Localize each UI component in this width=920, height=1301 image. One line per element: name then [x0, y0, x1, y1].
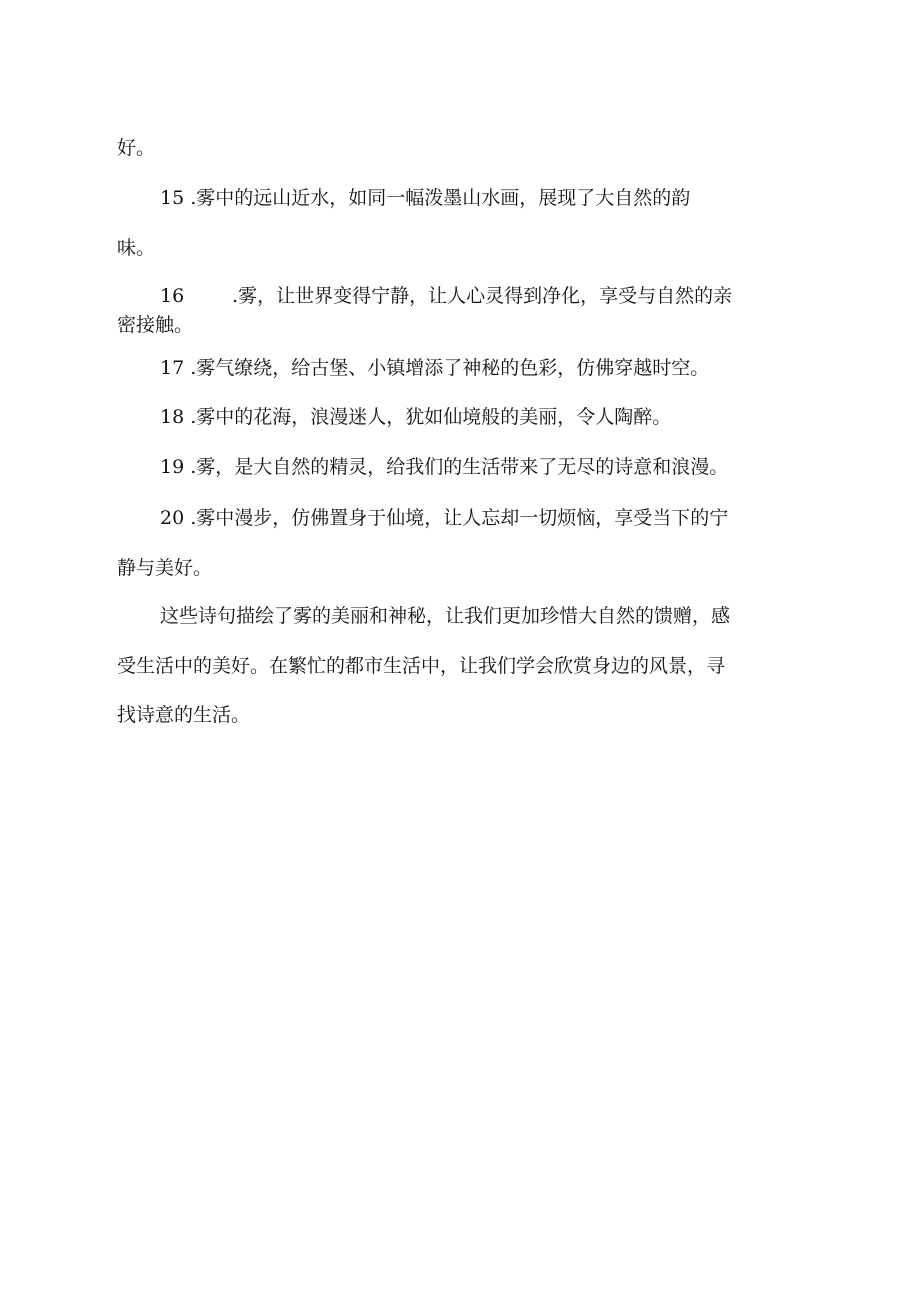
item-number: 20 [160, 507, 185, 529]
paragraph-line: 受生活中的美好。在繁忙的都市生活中，让我们学会欣赏身边的风景，寻 [117, 655, 726, 677]
text-line: 密接触。 [117, 314, 194, 336]
list-item-17 [160, 356, 709, 380]
item-number: 17 [160, 357, 185, 379]
list-item-19 [160, 455, 728, 479]
list-item-18 [160, 405, 671, 429]
item-text: .雾中的花海，浪漫迷人，犹如仙境般的美丽，令人陶醉。 [190, 406, 672, 428]
list-item-16 [160, 284, 732, 308]
paragraph-line: 找诗意的生活。 [117, 704, 251, 726]
text-line: 味。 [117, 237, 156, 259]
item-number: 18 [160, 406, 185, 428]
item-number: 15 [160, 187, 185, 209]
item-text: .雾气缭绕，给古堡、小镇增添了神秘的色彩，仿佛穿越时空。 [190, 357, 710, 379]
text-line: 好。 [117, 137, 156, 159]
item-text: .雾，是大自然的精灵，给我们的生活带来了无尽的诗意和浪漫。 [190, 456, 729, 478]
list-item-15 [160, 186, 690, 210]
text-line: 静与美好。 [117, 557, 213, 579]
item-text: .雾中漫步，仿佛置身于仙境，让人忘却一切烦恼，享受当下的宁 [190, 507, 729, 529]
item-text: .雾中的远山近水，如同一幅泼墨山水画，展现了大自然的韵 [190, 187, 691, 209]
item-number: 19 [160, 456, 185, 478]
list-item-20 [160, 506, 728, 530]
item-number: 16 [160, 285, 185, 307]
item-text: .雾，让世界变得宁静，让人心灵得到净化，享受与自然的亲 [232, 285, 733, 307]
paragraph-line: 这些诗句描绘了雾的美丽和神秘，让我们更加珍惜大自然的馈赠，感 [160, 605, 731, 627]
